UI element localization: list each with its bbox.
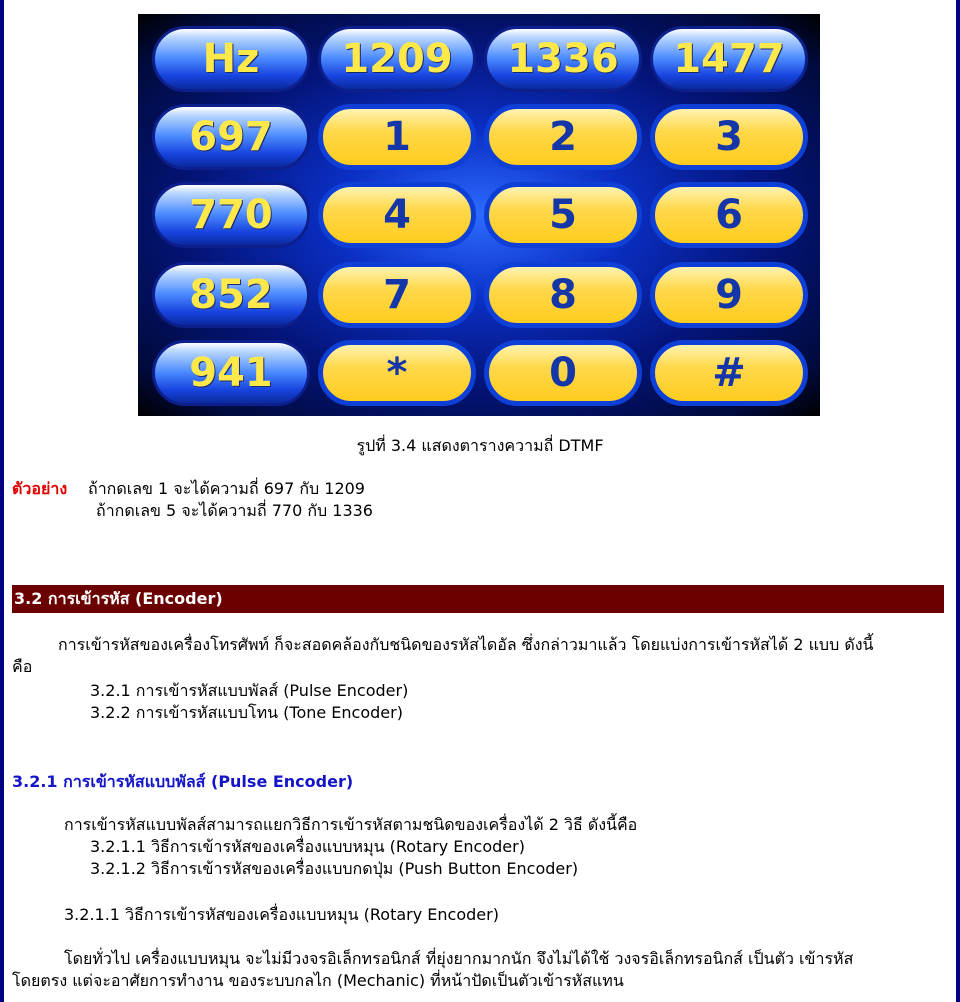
row-freq-852: 852 bbox=[152, 262, 310, 328]
row-freq-770: 770 bbox=[152, 182, 310, 248]
header-key-1209: 1209 bbox=[318, 26, 476, 92]
header-key-hz: Hz bbox=[152, 26, 310, 92]
row-freq-697: 697 bbox=[152, 104, 310, 170]
digit-key-2: 2 bbox=[484, 104, 642, 170]
digit-key-7: 7 bbox=[318, 262, 476, 328]
section-intro bbox=[12, 634, 936, 678]
section-intro-cont: คือ bbox=[12, 657, 33, 676]
subsection-heading-3-2-1: 3.2.1 การเข้ารหัสแบบพัลส์ (Pulse Encoder) bbox=[12, 772, 354, 791]
example-label: ตัวอย่าง bbox=[12, 479, 68, 498]
body-line-2: โดยตรง แต่จะอาศัยการทำงาน ของระบบกลไก (Mechanic) ที่หน้าปัดเป็นตัวเข้ารหัสแทน bbox=[12, 971, 624, 990]
body-paragraph bbox=[12, 948, 936, 992]
list-item: 3.2.1 การเข้ารหัสแบบพัลส์ (Pulse Encoder) bbox=[90, 681, 409, 700]
list-item: 3.2.1.2 วิธีการเข้ารหัสของเครื่องแบบกดปุ่ม (Push Button Encoder) bbox=[90, 859, 579, 878]
example-line-2: ถ้ากดเลข 5 จะได้ความถี่ 770 กับ 1336 bbox=[96, 501, 373, 520]
digit-key-4: 4 bbox=[318, 182, 476, 248]
figure-caption: รูปที่ 3.4 แสดงตารางความถี่ DTMF bbox=[356, 436, 604, 455]
subsection-intro: การเข้ารหัสแบบพัลส์สามารถแยกวิธีการเข้ารหัสตามชนิดของเครื่องได้ 2 วิธี ดังนี้คือ bbox=[64, 815, 638, 834]
example-line-1: ถ้ากดเลข 1 จะได้ความถี่ 697 กับ 1209 bbox=[88, 479, 365, 498]
section-header-3-2: 3.2 การเข้ารหัส (Encoder) bbox=[12, 585, 944, 613]
header-key-1336: 1336 bbox=[484, 26, 642, 92]
digit-key-1: 1 bbox=[318, 104, 476, 170]
digit-key-star: * bbox=[318, 340, 476, 406]
subsubsection-heading: 3.2.1.1 วิธีการเข้ารหัสของเครื่องแบบหมุน (Rotary Encoder) bbox=[64, 905, 499, 924]
digit-key-0: 0 bbox=[484, 340, 642, 406]
digit-key-5: 5 bbox=[484, 182, 642, 248]
digit-key-8: 8 bbox=[484, 262, 642, 328]
list-item: 3.2.1.1 วิธีการเข้ารหัสของเครื่องแบบหมุน (Rotary Encoder) bbox=[90, 837, 525, 856]
digit-key-9: 9 bbox=[650, 262, 808, 328]
dtmf-frequency-table-image bbox=[138, 14, 820, 416]
header-key-1477: 1477 bbox=[650, 26, 808, 92]
subsection-list bbox=[12, 836, 960, 880]
digit-key-3: 3 bbox=[650, 104, 808, 170]
body-line-1: โดยทั่วไป เครื่องแบบหมุน จะไม่มีวงจรอิเล็กทรอนิกส์ ที่ยุ่งยากมากนัก จึงไม่ได้ใช้ วงจรอิเล็กทรอนิกส์ เป็นตัว เข้ารหัส bbox=[64, 949, 854, 968]
digit-key-6: 6 bbox=[650, 182, 808, 248]
section-intro-line: การเข้ารหัสของเครื่องโทรศัพท์ ก็จะสอดคล้องกับชนิดของรหัสไดอัล ซึ่งกล่าวมาแล้ว โดยแบ่งการเข้ารหัสได้ 2 แบบ ดังนี้ bbox=[58, 635, 874, 654]
list-item: 3.2.2 การเข้ารหัสแบบโทน (Tone Encoder) bbox=[90, 703, 403, 722]
row-freq-941: 941 bbox=[152, 340, 310, 406]
example-block bbox=[12, 478, 373, 522]
digit-key-hash: # bbox=[650, 340, 808, 406]
section-list bbox=[12, 680, 960, 724]
